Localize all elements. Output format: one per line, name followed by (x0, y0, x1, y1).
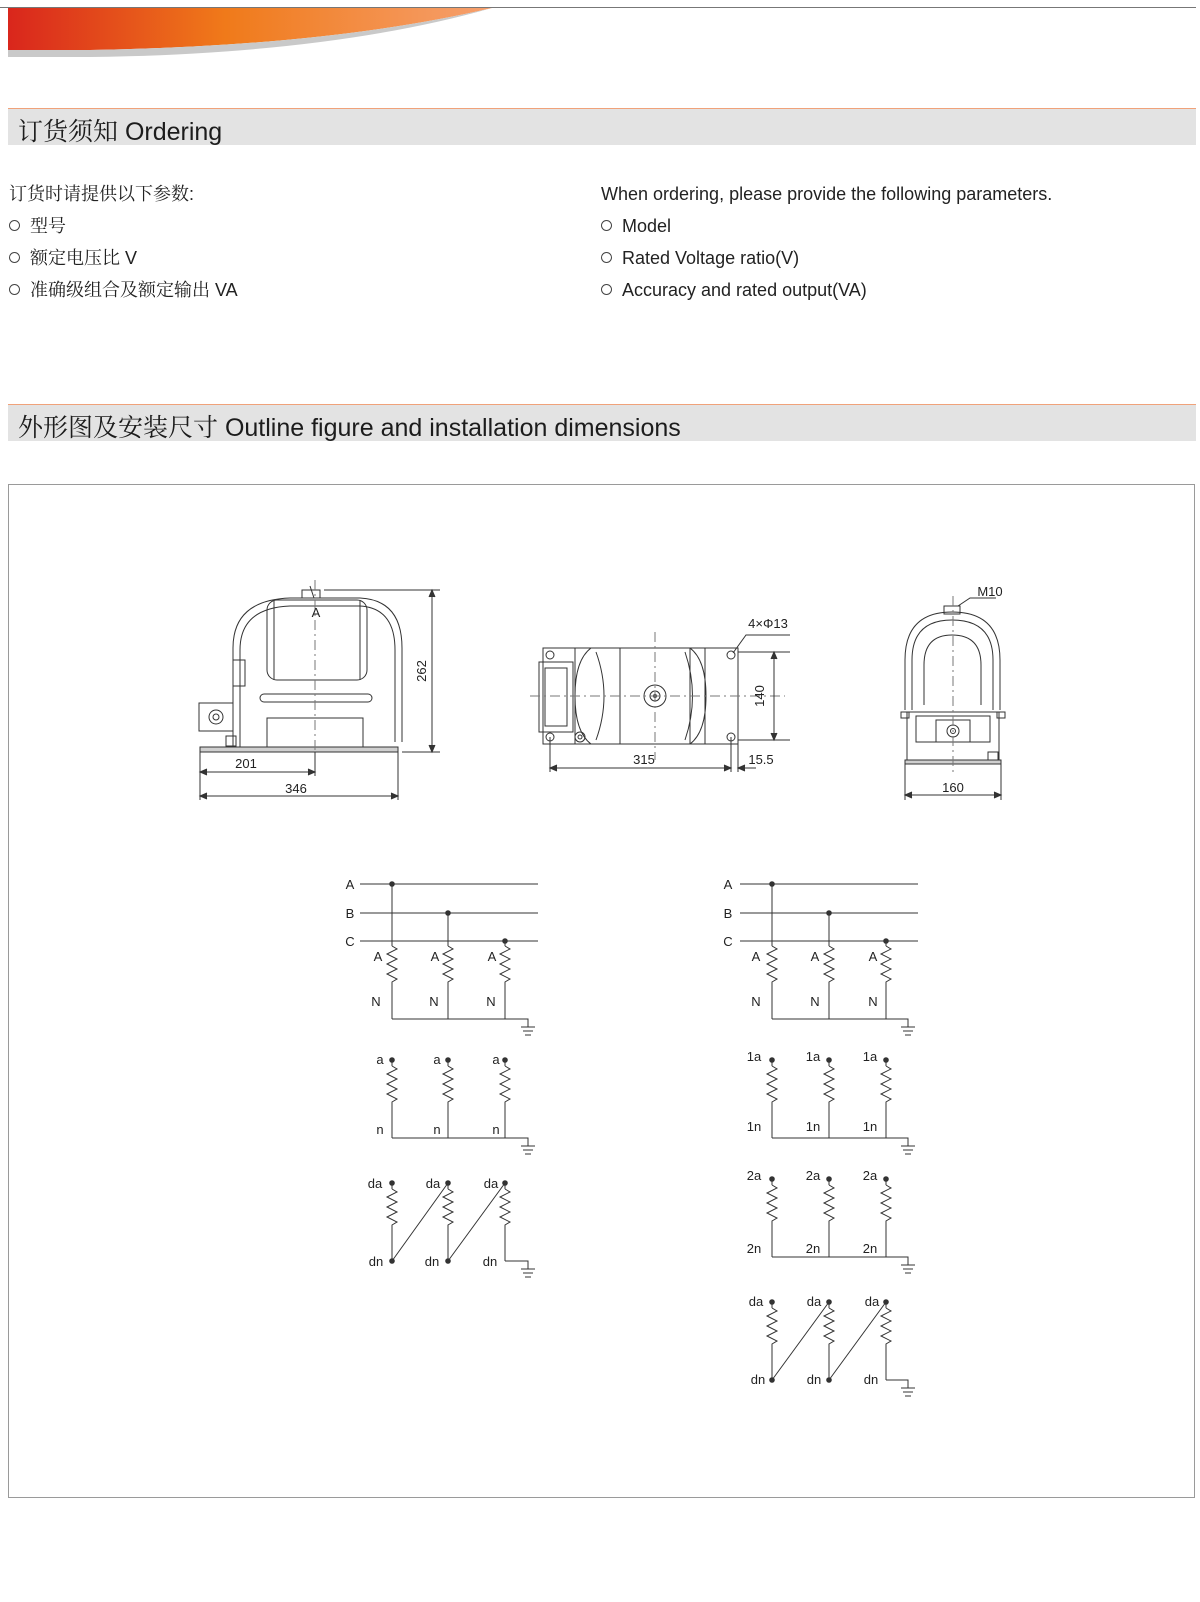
primary-top-label: A (868, 949, 878, 964)
secondary-bottom-label: n (433, 1122, 441, 1137)
dim-width-346: 346 (285, 781, 307, 796)
side-terminal-label: A (311, 605, 321, 620)
residual-bottom-label: dn (424, 1254, 440, 1269)
residual-bottom-label: dn (482, 1254, 498, 1269)
ordering-zh-item: 准确级组合及额定输出 VA (9, 274, 238, 306)
wiring-left (360, 882, 538, 1277)
secondary2-top-label: 2a (746, 1168, 762, 1183)
end-stud-label: M10 (977, 584, 1003, 599)
residual-top-label: da (367, 1176, 383, 1191)
primary-top-label: A (751, 949, 761, 964)
ordering-en-item: Accuracy and rated output(VA) (601, 274, 1052, 306)
secondary1-bottom-label: 1n (805, 1119, 821, 1134)
ordering-en-intro: When ordering, please provide the following parameters. (601, 184, 1053, 204)
residual-top-label: da (748, 1294, 764, 1309)
primary-bottom-label: N (751, 994, 761, 1009)
primary-bottom-label: N (868, 994, 878, 1009)
secondary-bottom-label: n (376, 1122, 384, 1137)
residual-bottom-label: dn (368, 1254, 384, 1269)
primary-bottom-label: N (371, 994, 381, 1009)
residual-bottom-label: dn (863, 1372, 879, 1387)
secondary2-bottom-label: 2n (862, 1241, 878, 1256)
primary-bottom-label: N (429, 994, 439, 1009)
secondary-bottom-label: n (492, 1122, 500, 1137)
dim-height-262: 262 (414, 660, 429, 682)
ordering-zh-item: 额定电压比 V (9, 242, 238, 274)
residual-top-label: da (425, 1176, 441, 1191)
secondary2-bottom-label: 2n (805, 1241, 821, 1256)
residual-top-label: da (483, 1176, 499, 1191)
phase-label: A (723, 877, 733, 892)
ordering-zh-item: 型号 (9, 210, 238, 242)
secondary1-top-label: 1a (805, 1049, 821, 1064)
dim-offset-15-5: 15.5 (748, 752, 774, 767)
primary-top-label: A (487, 949, 497, 964)
primary-top-label: A (373, 949, 383, 964)
phase-label: A (345, 877, 355, 892)
secondary-top-label: a (492, 1052, 500, 1067)
ordering-en-item: Model (601, 210, 1052, 242)
ordering-en-item: Rated Voltage ratio(V) (601, 242, 1052, 274)
end-view (901, 596, 1005, 800)
dim-width-160: 160 (942, 780, 964, 795)
phase-label: B (345, 906, 355, 921)
secondary1-bottom-label: 1n (862, 1119, 878, 1134)
dim-depth-140: 140 (752, 685, 767, 707)
primary-top-label: A (810, 949, 820, 964)
residual-top-label: da (806, 1294, 822, 1309)
secondary1-top-label: 1a (746, 1049, 762, 1064)
secondary2-bottom-label: 2n (746, 1241, 762, 1256)
primary-bottom-label: N (486, 994, 496, 1009)
ordering-heading: 订货须知 Ordering (18, 118, 223, 146)
secondary-top-label: a (376, 1052, 384, 1067)
secondary2-top-label: 2a (862, 1168, 878, 1183)
residual-top-label: da (864, 1294, 880, 1309)
wiring-right-labels (723, 877, 880, 1387)
phase-label: B (723, 906, 733, 921)
secondary1-bottom-label: 1n (746, 1119, 762, 1134)
primary-top-label: A (430, 949, 440, 964)
wiring-right (740, 882, 918, 1396)
wiring-left-labels (345, 877, 500, 1269)
phase-label: C (345, 934, 355, 949)
dim-holes: 4×Φ13 (748, 616, 788, 631)
dim-spacing-315: 315 (633, 752, 655, 767)
secondary2-top-label: 2a (805, 1168, 821, 1183)
dim-width-201: 201 (235, 756, 257, 771)
top-view (530, 632, 790, 772)
secondary-top-label: a (433, 1052, 441, 1067)
outline-heading: 外形图及安装尺寸 Outline figure and installation dimensions (18, 414, 681, 442)
residual-bottom-label: dn (806, 1372, 822, 1387)
residual-bottom-label: dn (750, 1372, 766, 1387)
secondary1-top-label: 1a (862, 1049, 878, 1064)
primary-bottom-label: N (810, 994, 820, 1009)
phase-label: C (723, 934, 733, 949)
ordering-zh-intro: 订货时请提供以下参数: (9, 184, 194, 204)
